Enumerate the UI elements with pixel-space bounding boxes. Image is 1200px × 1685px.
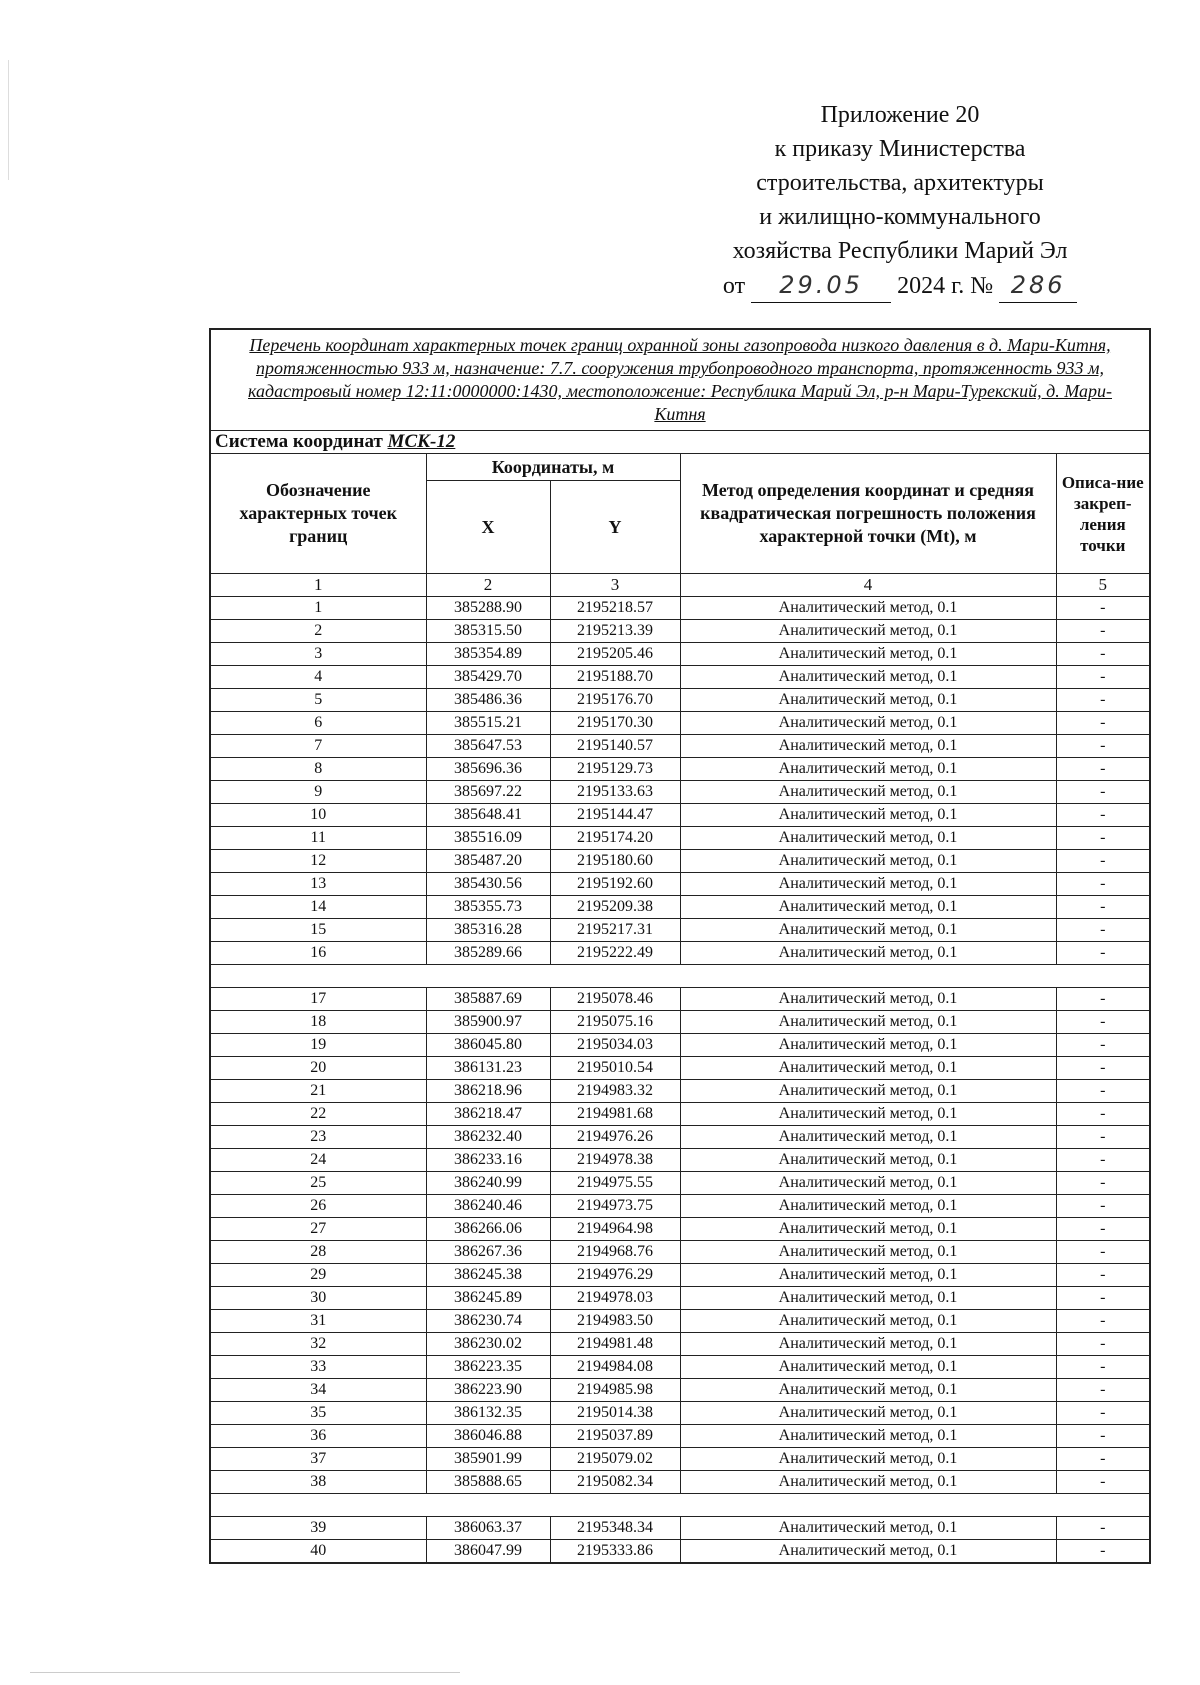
method: Аналитический метод, 0.1: [680, 1264, 1056, 1287]
point-number: 28: [210, 1241, 426, 1264]
point-number: 38: [210, 1471, 426, 1494]
coord-y: 2195174.20: [550, 827, 680, 850]
coord-x: 385648.41: [426, 804, 550, 827]
coord-y: 2195222.49: [550, 942, 680, 965]
description: -: [1056, 1241, 1150, 1264]
method: Аналитический метод, 0.1: [680, 712, 1056, 735]
coord-y: 2195078.46: [550, 988, 680, 1011]
point-number: 1: [210, 597, 426, 620]
coord-y: 2194978.03: [550, 1287, 680, 1310]
table-row: [210, 1425, 1150, 1448]
table-row: [210, 1241, 1150, 1264]
method: Аналитический метод, 0.1: [680, 1218, 1056, 1241]
coord-x: 386230.02: [426, 1333, 550, 1356]
coord-y: 2194976.26: [550, 1126, 680, 1149]
point-number: 22: [210, 1103, 426, 1126]
header-y: Y: [550, 481, 680, 574]
method: Аналитический метод, 0.1: [680, 1356, 1056, 1379]
point-number: 36: [210, 1425, 426, 1448]
coord-y: 2195034.03: [550, 1034, 680, 1057]
method: Аналитический метод, 0.1: [680, 873, 1056, 896]
coordinate-system-label: Система координат: [215, 431, 383, 452]
description: -: [1056, 712, 1150, 735]
method: Аналитический метод, 0.1: [680, 666, 1056, 689]
coord-y: 2194964.98: [550, 1218, 680, 1241]
description: -: [1056, 896, 1150, 919]
coord-x: 385697.22: [426, 781, 550, 804]
method: Аналитический метод, 0.1: [680, 1425, 1056, 1448]
method: Аналитический метод, 0.1: [680, 1057, 1056, 1080]
method: Аналитический метод, 0.1: [680, 942, 1056, 965]
coord-y: 2195082.34: [550, 1471, 680, 1494]
coord-x: 386230.74: [426, 1310, 550, 1333]
description: -: [1056, 1402, 1150, 1425]
coord-x: 385429.70: [426, 666, 550, 689]
point-number: 35: [210, 1402, 426, 1425]
coord-y: 2195075.16: [550, 1011, 680, 1034]
coord-x: 386132.35: [426, 1402, 550, 1425]
table-row: [210, 1172, 1150, 1195]
order-date-line: [690, 268, 1110, 303]
point-number: 4: [210, 666, 426, 689]
description: -: [1056, 1448, 1150, 1471]
coordinate-system: [210, 431, 1150, 454]
point-number: 13: [210, 873, 426, 896]
coord-y: 2195333.86: [550, 1540, 680, 1564]
point-number: 14: [210, 896, 426, 919]
coord-x: 385288.90: [426, 597, 550, 620]
header-description: Описа-ние закреп-ления точки: [1056, 454, 1150, 574]
table-row: [210, 712, 1150, 735]
coord-x: 385487.20: [426, 850, 550, 873]
table-row: [210, 1310, 1150, 1333]
coord-y: 2195217.31: [550, 919, 680, 942]
description: -: [1056, 1356, 1150, 1379]
coord-y: 2195129.73: [550, 758, 680, 781]
coord-y: 2194983.32: [550, 1080, 680, 1103]
method: Аналитический метод, 0.1: [680, 597, 1056, 620]
table-row: [210, 1195, 1150, 1218]
header-row: [210, 454, 1150, 481]
coord-y: 2195079.02: [550, 1448, 680, 1471]
point-number: 40: [210, 1540, 426, 1564]
table-row: [210, 1333, 1150, 1356]
point-number: 26: [210, 1195, 426, 1218]
description: -: [1056, 1218, 1150, 1241]
coord-y: 2195180.60: [550, 850, 680, 873]
method: Аналитический метод, 0.1: [680, 1011, 1056, 1034]
point-number: 8: [210, 758, 426, 781]
table-row: [210, 735, 1150, 758]
description: -: [1056, 643, 1150, 666]
handwritten-date: 29.05: [751, 268, 891, 303]
coord-x: 385516.09: [426, 827, 550, 850]
method: Аналитический метод, 0.1: [680, 1448, 1056, 1471]
description: -: [1056, 1195, 1150, 1218]
description: -: [1056, 781, 1150, 804]
table-row: [210, 1011, 1150, 1034]
method: Аналитический метод, 0.1: [680, 988, 1056, 1011]
description: -: [1056, 1264, 1150, 1287]
description: -: [1056, 1011, 1150, 1034]
description: -: [1056, 735, 1150, 758]
coord-y: 2195218.57: [550, 597, 680, 620]
point-number: 5: [210, 689, 426, 712]
coord-x: 386046.88: [426, 1425, 550, 1448]
description: -: [1056, 1517, 1150, 1540]
coord-y: 2195213.39: [550, 620, 680, 643]
description: -: [1056, 1126, 1150, 1149]
table-row: [210, 1103, 1150, 1126]
point-number: 33: [210, 1356, 426, 1379]
header-x: X: [426, 481, 550, 574]
table-row: [210, 1218, 1150, 1241]
table-row: [210, 919, 1150, 942]
coord-x: 386267.36: [426, 1241, 550, 1264]
method: Аналитический метод, 0.1: [680, 689, 1056, 712]
point-number: 6: [210, 712, 426, 735]
coordinate-system-value: МСК-12: [387, 431, 456, 452]
description: -: [1056, 1149, 1150, 1172]
coord-y: 2195205.46: [550, 643, 680, 666]
table-row: [210, 1057, 1150, 1080]
method: Аналитический метод, 0.1: [680, 1080, 1056, 1103]
coord-y: 2194983.50: [550, 1310, 680, 1333]
table-row: [210, 1264, 1150, 1287]
table-row: [210, 988, 1150, 1011]
description: -: [1056, 850, 1150, 873]
coord-x: 386232.40: [426, 1126, 550, 1149]
coord-y: 2194973.75: [550, 1195, 680, 1218]
group-separator-row: [210, 965, 1150, 988]
appendix-line: и жилищно-коммунального: [759, 204, 1041, 230]
method: Аналитический метод, 0.1: [680, 781, 1056, 804]
description: -: [1056, 988, 1150, 1011]
year-text: 2024 г. №: [897, 273, 994, 299]
coord-x: 386245.89: [426, 1287, 550, 1310]
column-number: 5: [1056, 574, 1150, 597]
appendix-line: к приказу Министерства: [774, 136, 1026, 162]
method: Аналитический метод, 0.1: [680, 1172, 1056, 1195]
coord-y: 2194981.48: [550, 1333, 680, 1356]
group-separator: [210, 965, 1150, 988]
method: Аналитический метод, 0.1: [680, 1333, 1056, 1356]
table-row: [210, 804, 1150, 827]
method: Аналитический метод, 0.1: [680, 1540, 1056, 1564]
point-number: 7: [210, 735, 426, 758]
point-number: 39: [210, 1517, 426, 1540]
method: Аналитический метод, 0.1: [680, 1402, 1056, 1425]
coord-x: 386245.38: [426, 1264, 550, 1287]
method: Аналитический метод, 0.1: [680, 804, 1056, 827]
coord-x: 385430.56: [426, 873, 550, 896]
table-row: [210, 896, 1150, 919]
table-row: [210, 827, 1150, 850]
coord-x: 386233.16: [426, 1149, 550, 1172]
coord-x: 385696.36: [426, 758, 550, 781]
point-number: 16: [210, 942, 426, 965]
description: -: [1056, 919, 1150, 942]
coord-x: 385486.36: [426, 689, 550, 712]
point-number: 11: [210, 827, 426, 850]
table-caption: Перечень координат характерных точек границ охранной зоны газопровода низкого давления в д. Мари-Китня, протяженностью 933 м, назначение: 7.7. сооружения трубопроводного транспорта, протяженность 933 м, кадастровый номер 12:11:0000000:1430, местоположение: Республика Марий Эл, р-н Мари-Турекский, д. Мари-Китня: [210, 329, 1150, 431]
table-row: [210, 1356, 1150, 1379]
coord-x: 385887.69: [426, 988, 550, 1011]
coord-y: 2195014.38: [550, 1402, 680, 1425]
method: Аналитический метод, 0.1: [680, 1126, 1056, 1149]
method: Аналитический метод, 0.1: [680, 643, 1056, 666]
coord-x: 386266.06: [426, 1218, 550, 1241]
point-number: 19: [210, 1034, 426, 1057]
appendix-line: строительства, архитектуры: [756, 170, 1044, 196]
description: -: [1056, 620, 1150, 643]
coord-y: 2195192.60: [550, 873, 680, 896]
point-number: 9: [210, 781, 426, 804]
point-number: 2: [210, 620, 426, 643]
column-number-row: [210, 574, 1150, 597]
table-row: [210, 1126, 1150, 1149]
coord-y: 2195140.57: [550, 735, 680, 758]
coord-x: 386063.37: [426, 1517, 550, 1540]
point-number: 24: [210, 1149, 426, 1172]
point-number: 25: [210, 1172, 426, 1195]
header-point: Обозначение характерных точек границ: [210, 454, 426, 574]
description: -: [1056, 1103, 1150, 1126]
description: -: [1056, 1034, 1150, 1057]
coord-y: 2194968.76: [550, 1241, 680, 1264]
description: -: [1056, 1172, 1150, 1195]
coord-y: 2195209.38: [550, 896, 680, 919]
method: Аналитический метод, 0.1: [680, 1195, 1056, 1218]
column-number: 1: [210, 574, 426, 597]
caption-row: [210, 329, 1150, 431]
method: Аналитический метод, 0.1: [680, 1471, 1056, 1494]
coord-x: 386223.90: [426, 1379, 550, 1402]
table-row: [210, 1448, 1150, 1471]
coord-x: 386223.35: [426, 1356, 550, 1379]
description: -: [1056, 1287, 1150, 1310]
point-number: 20: [210, 1057, 426, 1080]
method: Аналитический метод, 0.1: [680, 758, 1056, 781]
coord-x: 385315.50: [426, 620, 550, 643]
coord-x: 385316.28: [426, 919, 550, 942]
point-number: 30: [210, 1287, 426, 1310]
coord-x: 385901.99: [426, 1448, 550, 1471]
coord-y: 2195144.47: [550, 804, 680, 827]
description: -: [1056, 1310, 1150, 1333]
coord-x: 385289.66: [426, 942, 550, 965]
coord-x: 385888.65: [426, 1471, 550, 1494]
point-number: 32: [210, 1333, 426, 1356]
coord-x: 386047.99: [426, 1540, 550, 1564]
coord-y: 2194984.08: [550, 1356, 680, 1379]
method: Аналитический метод, 0.1: [680, 850, 1056, 873]
table-row: [210, 781, 1150, 804]
table-row: [210, 666, 1150, 689]
coord-y: 2195176.70: [550, 689, 680, 712]
coord-y: 2195010.54: [550, 1057, 680, 1080]
table-row: [210, 597, 1150, 620]
point-number: 31: [210, 1310, 426, 1333]
coord-x: 386218.96: [426, 1080, 550, 1103]
table-row: [210, 1471, 1150, 1494]
date-prefix: от: [722, 273, 746, 299]
method: Аналитический метод, 0.1: [680, 896, 1056, 919]
description: -: [1056, 1057, 1150, 1080]
coord-y: 2195170.30: [550, 712, 680, 735]
column-number: 3: [550, 574, 680, 597]
column-number: 4: [680, 574, 1056, 597]
description: -: [1056, 689, 1150, 712]
point-number: 17: [210, 988, 426, 1011]
method: Аналитический метод, 0.1: [680, 1034, 1056, 1057]
method: Аналитический метод, 0.1: [680, 1149, 1056, 1172]
description: -: [1056, 758, 1150, 781]
method: Аналитический метод, 0.1: [680, 1103, 1056, 1126]
coordinates-table-body: [210, 329, 1150, 1563]
coord-x: 385647.53: [426, 735, 550, 758]
coord-y: 2194978.38: [550, 1149, 680, 1172]
table-row: [210, 1517, 1150, 1540]
method: Аналитический метод, 0.1: [680, 1517, 1056, 1540]
description: -: [1056, 1540, 1150, 1564]
coord-y: 2194976.29: [550, 1264, 680, 1287]
coord-x: 385354.89: [426, 643, 550, 666]
description: -: [1056, 666, 1150, 689]
coord-x: 386218.47: [426, 1103, 550, 1126]
table-row: [210, 1149, 1150, 1172]
point-number: 23: [210, 1126, 426, 1149]
table-row: [210, 850, 1150, 873]
appendix-line: Приложение 20: [820, 102, 980, 128]
handwritten-order-number: 286: [999, 268, 1077, 303]
method: Аналитический метод, 0.1: [680, 1310, 1056, 1333]
coord-x: 386240.99: [426, 1172, 550, 1195]
point-number: 34: [210, 1379, 426, 1402]
coordinate-system-row: [210, 431, 1150, 454]
table-row: [210, 620, 1150, 643]
description: -: [1056, 1080, 1150, 1103]
description: -: [1056, 597, 1150, 620]
table-row: [210, 758, 1150, 781]
coord-y: 2194981.68: [550, 1103, 680, 1126]
method: Аналитический метод, 0.1: [680, 735, 1056, 758]
table-row: [210, 1379, 1150, 1402]
coord-y: 2195037.89: [550, 1425, 680, 1448]
method: Аналитический метод, 0.1: [680, 1379, 1056, 1402]
coord-x: 385900.97: [426, 1011, 550, 1034]
description: -: [1056, 827, 1150, 850]
coord-y: 2195133.63: [550, 781, 680, 804]
table-row: [210, 643, 1150, 666]
description: -: [1056, 942, 1150, 965]
description: -: [1056, 1471, 1150, 1494]
description: -: [1056, 1379, 1150, 1402]
method: Аналитический метод, 0.1: [680, 620, 1056, 643]
table-row: [210, 689, 1150, 712]
coord-y: 2195188.70: [550, 666, 680, 689]
method: Аналитический метод, 0.1: [680, 827, 1056, 850]
table-row: [210, 1034, 1150, 1057]
point-number: 29: [210, 1264, 426, 1287]
group-separator: [210, 1494, 1150, 1517]
point-number: 10: [210, 804, 426, 827]
method: Аналитический метод, 0.1: [680, 1241, 1056, 1264]
coord-y: 2194975.55: [550, 1172, 680, 1195]
coord-y: 2195348.34: [550, 1517, 680, 1540]
point-number: 37: [210, 1448, 426, 1471]
table-row: [210, 1540, 1150, 1564]
description: -: [1056, 1425, 1150, 1448]
table-row: [210, 1080, 1150, 1103]
description: -: [1056, 873, 1150, 896]
method: Аналитический метод, 0.1: [680, 1287, 1056, 1310]
point-number: 3: [210, 643, 426, 666]
coord-x: 386240.46: [426, 1195, 550, 1218]
point-number: 12: [210, 850, 426, 873]
description: -: [1056, 804, 1150, 827]
coord-y: 2194985.98: [550, 1379, 680, 1402]
point-number: 18: [210, 1011, 426, 1034]
scan-edge-mark: [8, 60, 9, 180]
group-separator-row: [210, 1494, 1150, 1517]
appendix-line: хозяйства Республики Марий Эл: [732, 238, 1068, 264]
coord-x: 385515.21: [426, 712, 550, 735]
header-method: Метод определения координат и средняя квадратическая погрешность положения характерной точки (Mt), м: [680, 454, 1056, 574]
column-number: 2: [426, 574, 550, 597]
table-row: [210, 942, 1150, 965]
table-row: [210, 1287, 1150, 1310]
coord-x: 386045.80: [426, 1034, 550, 1057]
point-number: 21: [210, 1080, 426, 1103]
header-coords: Координаты, м: [426, 454, 680, 481]
point-number: 15: [210, 919, 426, 942]
table-row: [210, 1402, 1150, 1425]
coord-x: 385355.73: [426, 896, 550, 919]
table-row: [210, 873, 1150, 896]
coord-x: 386131.23: [426, 1057, 550, 1080]
point-number: 27: [210, 1218, 426, 1241]
appendix-header: [690, 98, 1110, 303]
scan-bottom-line: [30, 1672, 460, 1673]
description: -: [1056, 1333, 1150, 1356]
coordinates-table: [209, 328, 1151, 1564]
method: Аналитический метод, 0.1: [680, 919, 1056, 942]
